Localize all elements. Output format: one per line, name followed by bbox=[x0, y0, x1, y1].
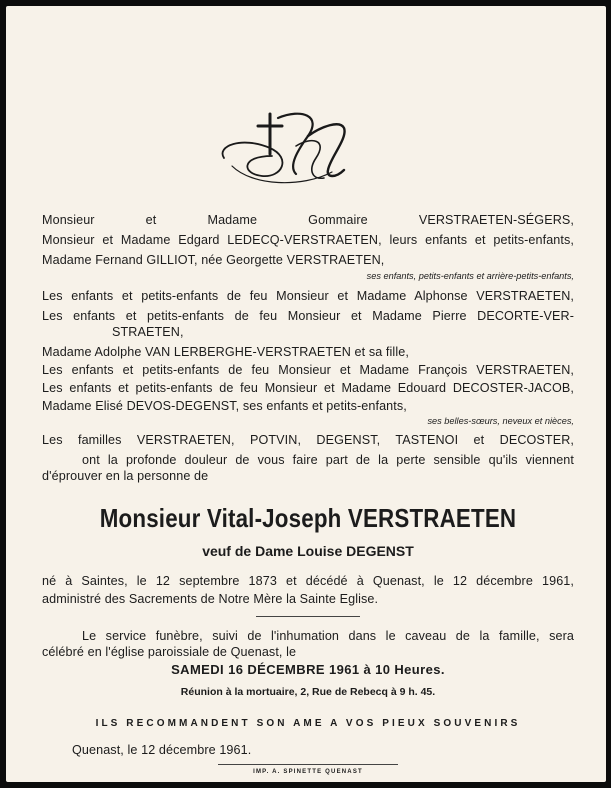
family-line: Les enfants et petits-enfants de feu Monsieur et Madame Edouard DECOSTER-JACOB, bbox=[42, 381, 574, 395]
announcement-line: d'éprouver en la personne de bbox=[42, 469, 209, 483]
printer-line: IMP. A. SPINETTE QUENAST bbox=[253, 769, 363, 775]
announcement-line: ont la profonde douleur de vous faire part de la perte sensible qu'ils viennent bbox=[82, 453, 574, 467]
family-line: Madame Fernand GILLIOT, née Georgette VERSTRAETEN, bbox=[42, 253, 385, 267]
family-line: Monsieur et Madame Gommaire VERSTRAETEN-SÉGERS, bbox=[42, 213, 574, 227]
family-line: Les enfants et petits-enfants de feu Monsieur et Madame Alphonse VERSTRAETEN, bbox=[42, 289, 574, 303]
family-line: Madame Adolphe VAN LERBERGHE-VERSTRAETEN et sa fille, bbox=[42, 345, 409, 359]
family-line: STRAETEN, bbox=[112, 325, 184, 339]
family-line: Les enfants et petits-enfants de feu Monsieur et Madame Pierre DECORTE-VER- bbox=[42, 309, 574, 323]
family-subline: ses enfants, petits-enfants et arrière-petits-enfants, bbox=[366, 271, 574, 281]
meeting-line: Réunion à la mortuaire, 2, Rue de Rebecq à 9 h. 45. bbox=[180, 686, 436, 698]
widower-line: veuf de Dame Louise DEGENST bbox=[202, 543, 414, 559]
service-line: célébré en l'église paroissiale de Quenast, le bbox=[42, 645, 297, 659]
sacraments-line: administré des Sacrements de Notre Mère la Sainte Eglise. bbox=[42, 592, 379, 606]
family-line: Monsieur et Madame Edgard LEDECQ-VERSTRAETEN, leurs enfants et petits-enfants, bbox=[42, 233, 574, 247]
family-line: Madame Elisé DEVOS-DEGENST, ses enfants et petits-enfants, bbox=[42, 399, 407, 413]
place-date-line: Quenast, le 12 décembre 1961. bbox=[72, 743, 252, 757]
service-line: Le service funèbre, suivi de l'inhumation dans le caveau de la famille, sera bbox=[82, 629, 574, 643]
family-line: Les familles VERSTRAETEN, POTVIN, DEGENST, TASTENOI et DECOSTER, bbox=[42, 433, 574, 447]
birth-death-line: né à Saintes, le 12 septembre 1873 et décédé à Quenast, le 12 décembre 1961, bbox=[42, 574, 574, 588]
family-line: Les enfants et petits-enfants de feu Monsieur et Madame François VERSTRAETEN, bbox=[42, 363, 574, 377]
divider bbox=[256, 616, 360, 617]
mourning-card bbox=[6, 6, 606, 782]
divider bbox=[218, 764, 398, 765]
deceased-name: Monsieur Vital-Joseph VERSTRAETEN bbox=[99, 503, 517, 533]
recommend-line: ILS RECOMMANDENT SON AME A VOS PIEUX SOUVENIRS bbox=[95, 718, 521, 729]
family-subline: ses belles-sœurs, neveux et nièces, bbox=[427, 416, 574, 426]
cross-monogram-icon bbox=[212, 106, 372, 196]
service-date: SAMEDI 16 DÉCEMBRE 1961 à 10 Heures. bbox=[171, 662, 445, 677]
